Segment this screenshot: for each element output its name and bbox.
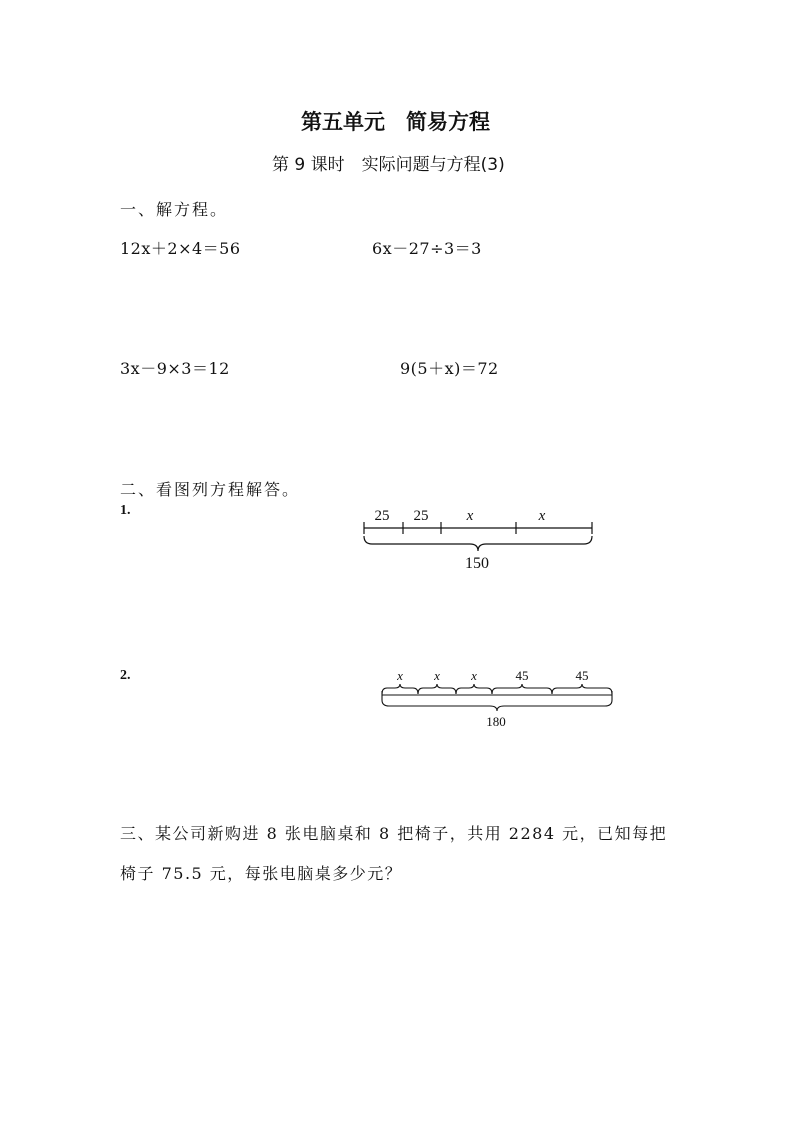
equation-4: 9(5＋x)＝72 <box>400 359 499 378</box>
diagram-2-segment-4: 45 <box>515 668 529 683</box>
diagram-1-segment-1: 25 <box>374 508 390 524</box>
diagram-1-segment-4: x <box>538 508 546 524</box>
section-3-line-1: 三、某公司新购进 8 张电脑桌和 8 把椅子，共用 2284 元，已知每把 <box>120 824 668 843</box>
diagram-1-total-brace <box>364 536 592 551</box>
section-2-heading: 二、看图列方程解答。 <box>120 480 301 499</box>
diagram-2-top-braces <box>382 684 612 694</box>
section-3-line-2: 椅子 75.5 元，每张电脑桌多少元？ <box>120 864 403 883</box>
page-title: 第五单元 简易方程 <box>301 110 490 134</box>
segment-diagram-1 <box>358 500 603 580</box>
equation-1: 12x＋2×4＝56 <box>120 239 241 258</box>
segment-diagram-2 <box>376 664 621 732</box>
problem-2-number: 2. <box>120 668 131 683</box>
equation-3: 3x－9×3＝12 <box>120 359 230 378</box>
diagram-2-segment-3: x <box>471 668 477 683</box>
lesson-subtitle: 第 9 课时 实际问题与方程(3) <box>272 155 505 175</box>
diagram-1-segment-2: 25 <box>413 508 429 524</box>
diagram-2-segment-2: x <box>434 668 440 683</box>
problem-1-number: 1. <box>120 503 131 518</box>
diagram-2-total-brace <box>382 700 612 711</box>
diagram-2-line <box>382 691 612 700</box>
section-1-heading: 一、解方程。 <box>120 200 229 219</box>
diagram-2-segment-1: x <box>397 668 403 683</box>
diagram-1-total: 150 <box>465 555 489 572</box>
diagram-2-segment-5: 45 <box>575 668 589 683</box>
diagram-2-total: 180 <box>486 714 506 729</box>
diagram-1-segment-3: x <box>466 508 474 524</box>
diagram-1-line <box>364 522 592 534</box>
equation-2: 6x－27÷3＝3 <box>372 239 482 258</box>
